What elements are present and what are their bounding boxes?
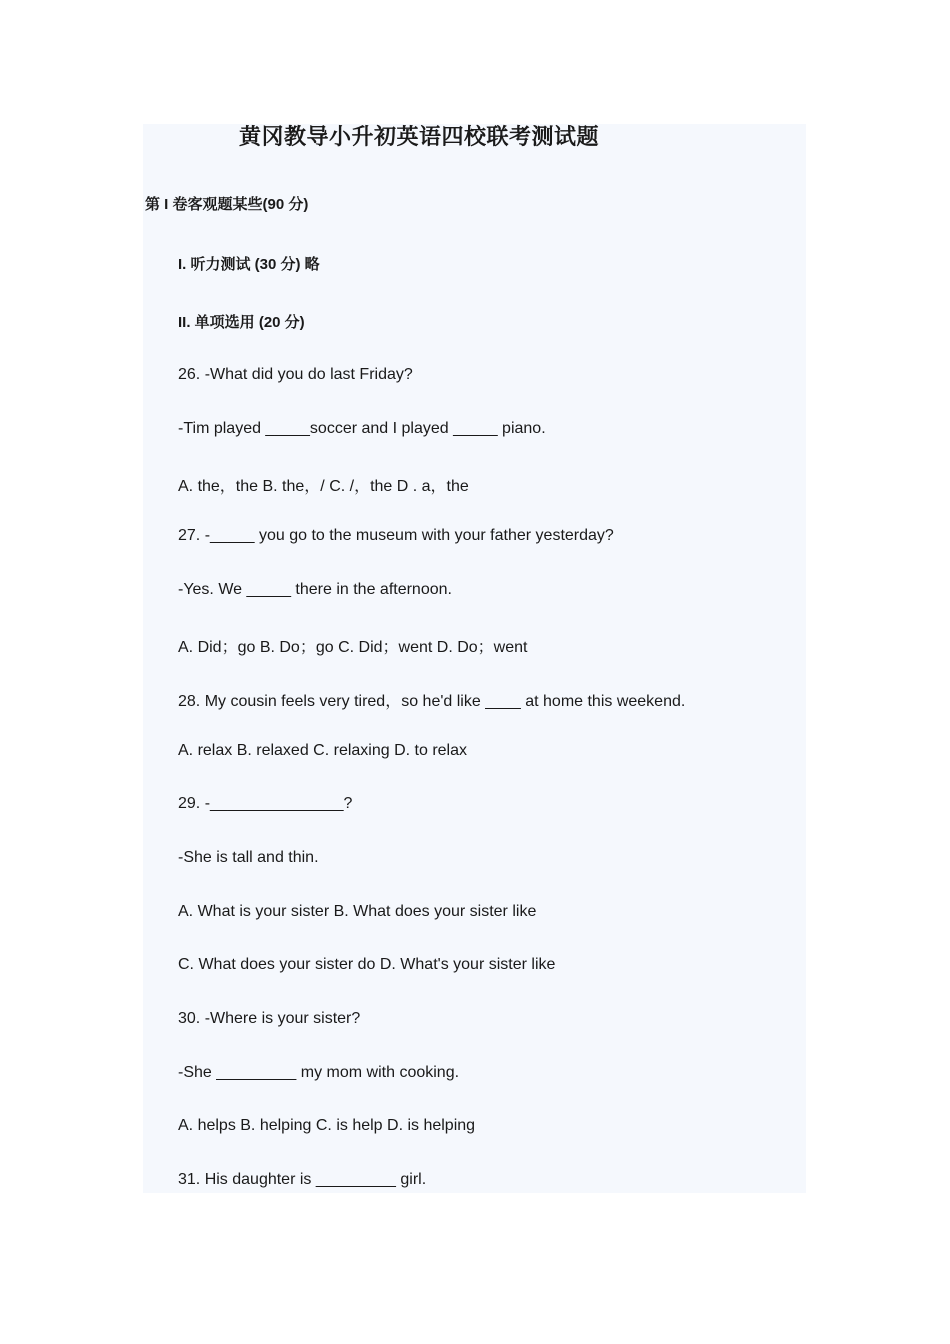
answer-options: A. Did；go B. Do；go C. Did；went D. Do；went [178,639,528,656]
question-line: 30. -Where is your sister? [178,1010,361,1027]
question-line: 31. His daughter is _________ girl. [178,1171,427,1188]
document-title: 黄冈教导小升初英语四校联考测试题 [239,124,600,150]
part-heading-single-choice: II. 单项选用 (20 分) [178,314,305,331]
document-page [143,124,806,1193]
answer-options: A. helps B. helping C. is help D. is helping [178,1117,476,1134]
answer-options: A. What is your sister B. What does your sister like [178,903,537,920]
question-line: 28. My cousin feels very tired，so he'd like ____ at home this weekend. [178,693,686,710]
answer-options: A. relax B. relaxed C. relaxing D. to relax [178,742,468,759]
question-line: -Yes. We _____ there in the afternoon. [178,581,452,598]
question-line: -She _________ my mom with cooking. [178,1064,460,1081]
part-heading-listening: I. 听力测试 (30 分) 略 [178,256,320,273]
question-line: 26. -What did you do last Friday? [178,366,413,383]
answer-options: A. the，the B. the，/ C. /，the D . a，the [178,478,469,495]
answer-options: C. What does your sister do D. What's your sister like [178,956,556,973]
question-line: 29. -_______________? [178,795,353,812]
section-heading: 第 I 卷客观题某些(90 分) [145,196,309,213]
question-line: -Tim played _____soccer and I played _____ piano. [178,420,546,437]
question-line: 27. -_____ you go to the museum with your father yesterday? [178,527,614,544]
question-line: -She is tall and thin. [178,849,319,866]
